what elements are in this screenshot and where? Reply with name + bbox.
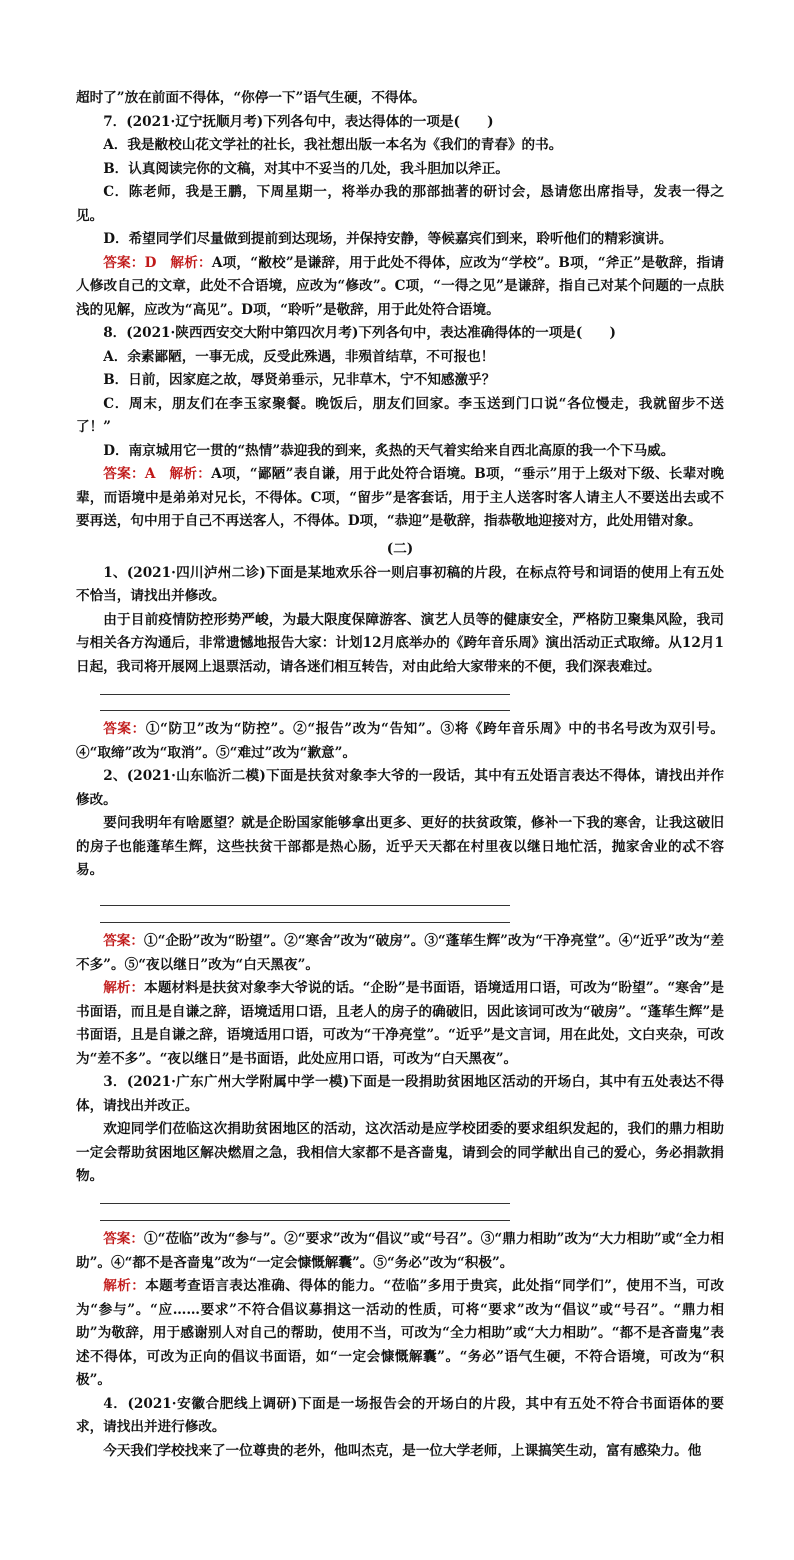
block-exercise-3-answer (76, 1228, 724, 1463)
exercise-3-passage: 欢迎同学们莅临这次捐助贫困地区的活动，这次活动是应学校团委的要求组织发起的，我们的鼎力相助一定会帮助贫困地区解决燃眉之急，我相信大家都不是吝啬鬼，请到会的同学献出自己的爱心，务必捐款捐物。 (76, 1121, 724, 1184)
exercise-3-answer (76, 1228, 724, 1275)
option-7b: B．认真阅读完你的文稿，对其中不妥当的几处，我斗胆加以斧正。 (103, 160, 509, 177)
answer-blank-line (100, 710, 510, 711)
answer-7-text: A项，“敝校”是谦辞，用于此处不得体，应改为“学校”。B项，“斧正”是敬辞，指请人修改自己的文章，此处不合语境，应改为“修改”。C项，“一得之见”是谦辞，指自己对某个问题的一点肤浅的见解，应改为“高见”。D项，“聆听”是敬辞，用于此处符合语境。 (76, 254, 724, 318)
answer-blank-line (100, 1220, 510, 1221)
answer-label: 答案：A 解析： (103, 466, 212, 482)
exercise-3-answer-text: ①“莅临”改为“参与”。②“要求”改为“倡议”或“号召”。③“鼎力相助”改为“大力相助”或“全力相助”。④“都不是吝啬鬼”改为“一定会慷慨解囊”。⑤“务必”改为“积极”。 (76, 1231, 725, 1271)
option-7a: A．我是敝校山花文学社的社长，我社想出版一本名为《我们的青春》的书。 (103, 137, 563, 153)
answer-blank-line (100, 905, 510, 906)
option-7d: D．希望同学们尽量做到提前到达现场，并保持安静，等候嘉宾们到来，聆听他们的精彩演讲。 (103, 231, 673, 247)
exercise-1-answer (76, 718, 724, 765)
answer-blank-line (100, 1203, 510, 1204)
option-8c: C．周末，朋友们在李玉家聚餐。晚饭后，朋友们回家。李玉送到门口说“各位慢走，我就留步不送了！” (76, 395, 724, 435)
answer-label: 答案： (103, 933, 145, 949)
explanation-label: 解析： (103, 1278, 146, 1294)
answer-8-text: A项，“鄙陋”表自谦，用于此处符合语境。B项，“垂示”用于上级对下级、长辈对晚辈，而语境中是弟弟对兄长，不得体。C项，“留步”是客套话，用于主人送客时客人请主人不要送出去或不要再送，句中用于自己不再送客人，不得体。D项，“恭迎”是敬辞，指恭敬地迎接对方，此处用错对象。 (76, 466, 724, 529)
exercise-1: 1、(2021·四川泸州二诊)下面是某地欢乐谷一则启事初稿的片段，在标点符号和词语的使用上有五处不恰当，请找出并修改。 (76, 564, 724, 604)
paragraph-prev-end: 超时了”放在前面不得体，“你停一下”语气生硬，不得体。 (76, 90, 426, 106)
exercise-4: 4．(2021·安徽合肥线上调研)下面是一场报告会的开场白的片段，其中有五处不符合书面语体的要求，请找出并进行修改。 (76, 1395, 724, 1435)
option-8d: D．南京城用它一贯的“热情”恭迎我的到来，炙热的天气着实给来自西北高原的我一个下马威。 (103, 442, 675, 459)
exercise-3: 3．(2021·广东广州大学附属中学一模)下面是一段捐助贫困地区活动的开场白，其中有五处表达不得体，请找出并改正。 (76, 1074, 724, 1114)
block-exercise-2-answer (76, 930, 724, 1189)
exercise-2-answer (76, 930, 724, 977)
answer-blank-line (100, 694, 510, 695)
answer-blank-line (100, 922, 510, 923)
option-7c: C．陈老师，我是王鹏，下周星期一，将举办我的那部拙著的研讨会，恳请您出席指导，发表一得之见。 (76, 184, 724, 224)
exercise-1-answer-text: ①“防卫”改为“防控”。②“报告”改为“告知”。③将《跨年音乐周》中的书名号改为双引号。④“取缔”改为“取消”。⑤“难过”改为“歉意”。 (76, 721, 724, 761)
answer-label: 答案：D 解析： (103, 254, 212, 271)
exercise-2-passage: 要问我明年有啥愿望？就是企盼国家能够拿出更多、更好的扶贫政策，修补一下我的寒舍，让我这破旧的房子也能蓬荜生辉，这些扶贫干部都是热心肠，近乎天天都在村里夜以继日地忙活，抛家舍业的忒不容易。 (76, 815, 724, 878)
answer-label: 答案： (103, 721, 146, 737)
option-8a: A．余素鄙陋，一事无成，反受此殊遇，非殒首结草，不可报也！ (103, 348, 495, 365)
explanation-label: 解析： (103, 980, 145, 996)
exercise-4-passage: 今天我们学校找来了一位尊贵的老外，他叫杰克，是一位大学老师，上课搞笑生动，富有感染力。他 (103, 1442, 702, 1459)
answer-7 (76, 252, 724, 323)
exercise-1-passage: 由于目前疫情防控形势严峻，为最大限度保障游客、演艺人员等的健康安全，严格防卫聚集风险，我司与相关各方沟通后，非常遗憾地报告大家：计划12月底举办的《跨年音乐周》演出活动正式取缔。从12月1日起，我司将开展网上退票活动，请各迷们相互转告，对由此给大家带来的不便，我们深表难过。 (76, 611, 724, 675)
exercise-3-explanation (76, 1275, 724, 1393)
answer-label: 答案： (103, 1231, 145, 1247)
option-8b: B．日前，因家庭之故，辱贤弟垂示，兄非草木，宁不知感激乎？ (103, 372, 496, 388)
question-8: 8．(2021·陕西西安交大附中第四次月考)下列各句中，表达准确得体的一项是( ) (103, 325, 616, 341)
exercise-2-answer-text: ①“企盼”改为“盼望”。②“寒舍”改为“破房”。③“蓬荜生辉”改为“干净亮堂”。④“近乎”改为“差不多”。⑤“夜以继日”改为“白天黑夜”。 (76, 933, 725, 973)
exercise-2-explanation (76, 977, 724, 1071)
question-7: 7．(2021·辽宁抚顺月考)下列各句中，表达得体的一项是( ) (103, 113, 494, 130)
block-section-2 (76, 538, 724, 679)
exercise-2: 2、(2021·山东临沂二模)下面是扶贫对象李大爷的一段话，其中有五处语言表达不得体，请找出并作修改。 (76, 768, 724, 808)
block-exercise-1-answer (76, 718, 724, 883)
section-heading: (二) (386, 541, 414, 557)
exercise-2-explanation-text: 本题材料是扶贫对象李大爷说的话。“企盼”是书面语，语境适用口语，可改为“盼望”。“寒舍”是书面语，而且是自谦之辞，语境适用口语，且老人的房子的确破旧，因此该词可改为“破房”。“蓬荜生辉”是书面语，且是自谦之辞，语境适用口语，可改为“干净亮堂”。“近乎”是文言词，用在此处，文白夹杂，可改为“差不多”。“夜以继日”是书面语，此处应用口语，可改为“白天黑夜”。 (76, 980, 725, 1067)
exercise-3-explanation-text: 本题考查语言表达准确、得体的能力。“莅临”多用于贵宾，此处指“同学们”，使用不当，可改为“参与”。“应……要求”不符合倡议募捐这一活动的性质，可将“要求”改为“倡议”或“号召”。“鼎力相助”为敬辞，用于感谢别人对自己的帮助，使用不当，可改为“全力相助”或“大力相助”。“都不是吝啬鬼”表述不得体，可改为正向的倡议书面语，如“一定会慷慨解囊”。“务必”语气生硬，不符合语境，可改为“积极”。 (76, 1278, 725, 1388)
block-q7 (76, 87, 724, 534)
answer-8 (76, 463, 724, 534)
